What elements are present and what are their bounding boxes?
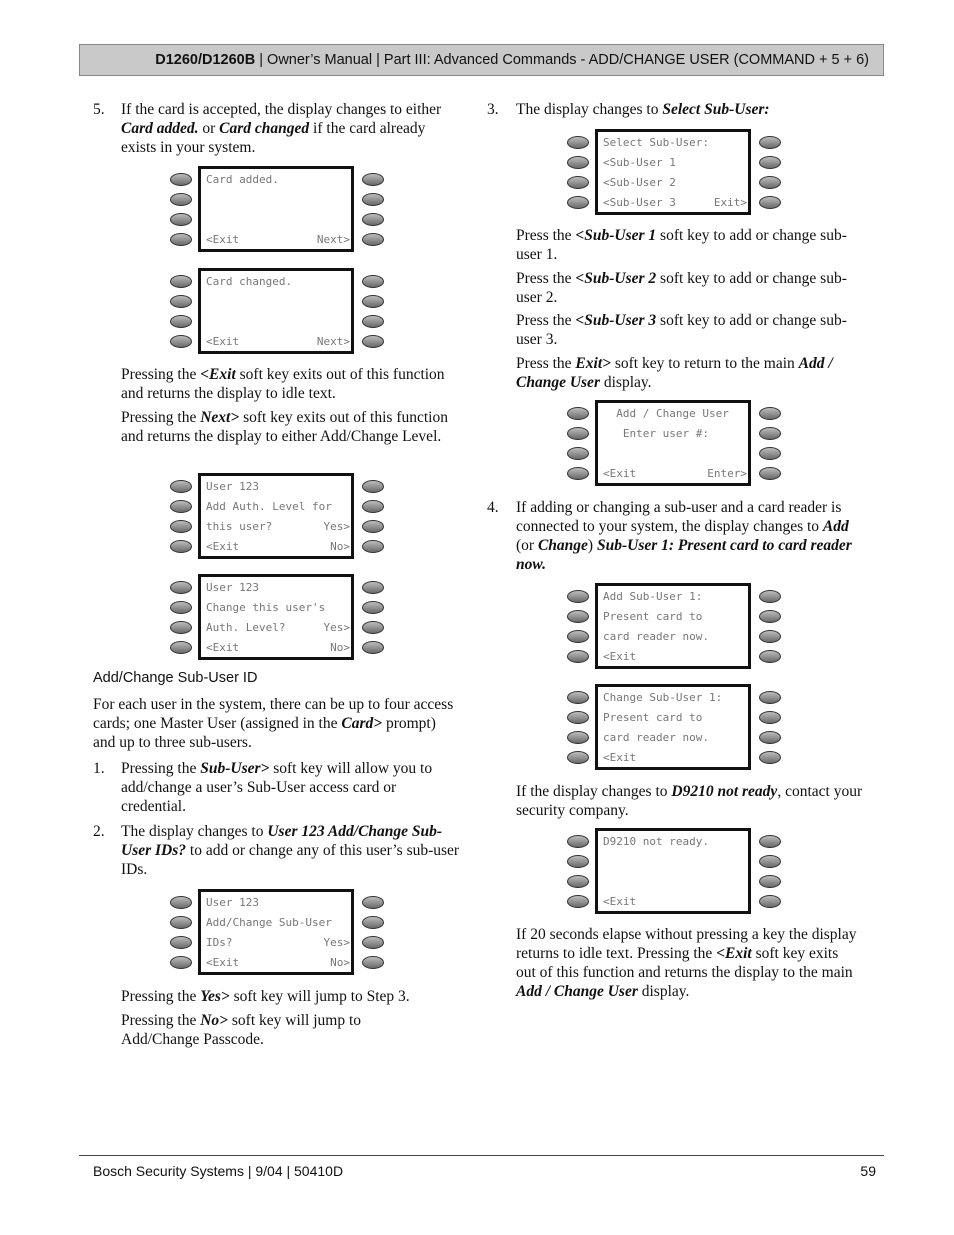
lcd-line — [603, 873, 747, 891]
soft-key-button — [170, 641, 192, 654]
soft-key-button — [567, 590, 589, 603]
soft-key-button — [567, 650, 589, 663]
lcd-line — [603, 628, 747, 646]
soft-key-button — [759, 650, 781, 663]
lcd-text-left: Card added. — [206, 173, 279, 186]
lcd-text-left: card reader now. — [603, 630, 709, 643]
soft-key-button — [567, 711, 589, 724]
lcd-text-left: <Exit — [206, 335, 240, 348]
keypad-display — [168, 166, 388, 256]
header-model: D1260/D1260B — [155, 52, 256, 68]
soft-key-button — [170, 275, 192, 288]
soft-key-button — [759, 691, 781, 704]
keypad-display — [565, 583, 785, 673]
exit-main-note: Press the Exit> soft key to return to the main Add / Change User display. — [516, 355, 833, 391]
step-number: 2. — [93, 823, 105, 840]
soft-key-button — [759, 447, 781, 460]
soft-key-button — [170, 315, 192, 328]
soft-key-button — [567, 610, 589, 623]
soft-key-button — [567, 731, 589, 744]
soft-key-button — [567, 751, 589, 764]
keypad-display — [168, 473, 388, 563]
lcd-text-left: <Sub-User 3 — [603, 196, 676, 209]
lcd-text-left: User 123 — [206, 581, 259, 594]
running-header — [79, 44, 884, 76]
lcd-line — [206, 934, 350, 952]
soft-key-button — [170, 520, 192, 533]
soft-key-button — [170, 193, 192, 206]
soft-key-button — [170, 621, 192, 634]
lcd-text-left: D9210 not ready. — [603, 835, 709, 848]
idle-note: If 20 seconds elapse without pressing a key the display returns to idle text. Pressing the <Exit soft key exits out of this function and returns the display to the main Add / Change User display. — [516, 926, 857, 1000]
lcd-line — [206, 293, 350, 311]
lcd-text-right: No> — [330, 641, 350, 654]
lcd-text-left: IDs? — [206, 936, 233, 949]
soft-key-button — [170, 916, 192, 929]
soft-key-button — [759, 731, 781, 744]
lcd-text-left: <Exit — [206, 956, 240, 969]
lcd-text-left: <Exit — [603, 895, 637, 908]
lcd-text-left: <Exit — [603, 467, 637, 480]
keypad-display — [565, 129, 785, 219]
lcd-text-left: <Sub-User 2 — [603, 176, 676, 189]
lcd-line — [603, 174, 747, 192]
sub-user-2-note: Press the <Sub-User 2 soft key to add or change sub-user 2. — [516, 270, 847, 306]
keypad-display — [565, 684, 785, 774]
soft-key-button — [170, 213, 192, 226]
lcd-screen — [595, 129, 751, 215]
lcd-line — [206, 954, 350, 972]
soft-key-button — [567, 875, 589, 888]
soft-key-button — [170, 540, 192, 553]
lcd-line — [603, 588, 747, 606]
soft-key-button — [759, 407, 781, 420]
lcd-screen — [595, 684, 751, 770]
soft-key-button — [567, 855, 589, 868]
lcd-text-right: Exit> — [713, 196, 747, 209]
lcd-line — [206, 211, 350, 229]
step-5-text: If the card is accepted, the display changes to either Card added. or Card changed if the card already exists in your system. — [121, 101, 442, 156]
lcd-line — [603, 853, 747, 871]
lcd-line — [206, 231, 350, 249]
lcd-text-left: Change this user's — [206, 601, 326, 614]
lcd-text-left: Add/Change Sub-User — [206, 916, 332, 929]
lcd-text-right: Enter> — [707, 467, 747, 480]
soft-key-button — [362, 233, 384, 246]
lcd-line — [603, 194, 747, 212]
soft-key-button — [362, 896, 384, 909]
lcd-screen — [198, 889, 354, 975]
soft-key-button — [759, 196, 781, 209]
soft-key-button — [362, 315, 384, 328]
soft-key-button — [759, 711, 781, 724]
lcd-line — [603, 648, 747, 666]
lcd-line — [603, 405, 747, 423]
lcd-text-left: <Exit — [603, 751, 637, 764]
soft-key-button — [362, 601, 384, 614]
keypad-display — [565, 828, 785, 918]
soft-key-button — [362, 275, 384, 288]
lcd-line — [603, 833, 747, 851]
section-heading: Add/Change Sub-User ID — [93, 670, 258, 686]
yes-note: Pressing the Yes> soft key will jump to Step 3. — [121, 988, 410, 1005]
lcd-line — [603, 445, 747, 463]
soft-key-button — [759, 610, 781, 623]
soft-key-button — [759, 875, 781, 888]
lcd-text-left: Auth. Level? — [206, 621, 286, 634]
soft-key-button — [567, 895, 589, 908]
soft-key-button — [170, 500, 192, 513]
lcd-text-left: Change Sub-User 1: — [603, 691, 723, 704]
soft-key-button — [759, 895, 781, 908]
lcd-text-right: Yes> — [323, 936, 350, 949]
lcd-text-right: No> — [330, 540, 350, 553]
lcd-text-left: card reader now. — [603, 731, 709, 744]
soft-key-button — [362, 641, 384, 654]
step-number: 3. — [487, 101, 499, 118]
next-note: Pressing the Next> soft key exits out of this function and returns the display to either Add/Change Level. — [121, 409, 448, 445]
soft-key-button — [362, 213, 384, 226]
lcd-line — [603, 709, 747, 727]
soft-key-button — [567, 176, 589, 189]
soft-key-button — [170, 896, 192, 909]
lcd-text-right: No> — [330, 956, 350, 969]
soft-key-button — [362, 956, 384, 969]
d9210-note: If the display changes to D9210 not ready, contact your security company. — [516, 783, 863, 819]
soft-key-button — [362, 581, 384, 594]
soft-key-button — [567, 691, 589, 704]
lcd-text-left: <Sub-User 1 — [603, 156, 676, 169]
footer-text: Bosch Security Systems | 9/04 | 50410D — [93, 1163, 344, 1179]
lcd-line — [603, 893, 747, 911]
soft-key-button — [567, 196, 589, 209]
lcd-line — [206, 273, 350, 291]
exit-note: Pressing the <Exit soft key exits out of this function and returns the display to idle text. — [121, 366, 445, 402]
soft-key-button — [759, 467, 781, 480]
soft-key-button — [170, 173, 192, 186]
step-number: 4. — [487, 499, 499, 516]
step-number: 5. — [93, 101, 105, 118]
keypad-display — [168, 889, 388, 979]
soft-key-button — [170, 335, 192, 348]
soft-key-button — [362, 335, 384, 348]
soft-key-button — [170, 581, 192, 594]
step-number: 1. — [93, 760, 105, 777]
soft-key-button — [759, 427, 781, 440]
sub-user-intro: For each user in the system, there can be up to four access cards; one Master User (assigned in the Card> prompt) and up to three sub-users. — [93, 696, 454, 751]
lcd-text-left: <Exit — [206, 641, 240, 654]
soft-key-button — [362, 500, 384, 513]
soft-key-button — [170, 956, 192, 969]
lcd-line — [206, 619, 350, 637]
sub-user-3-note: Press the <Sub-User 3 soft key to add or change sub-user 3. — [516, 312, 847, 348]
soft-key-button — [567, 835, 589, 848]
lcd-text-right: Yes> — [323, 520, 350, 533]
lcd-line — [206, 914, 350, 932]
header-text: | Owner’s Manual | Part III: Advanced Commands - ADD/CHANGE USER (COMMAND + 5 + 6) — [255, 52, 869, 68]
lcd-text-right: Yes> — [323, 621, 350, 634]
lcd-text-left: <Exit — [603, 650, 637, 663]
lcd-text-left: Add Sub-User 1: — [603, 590, 703, 603]
lcd-line — [206, 599, 350, 617]
soft-key-button — [759, 630, 781, 643]
soft-key-button — [362, 173, 384, 186]
lcd-screen — [198, 268, 354, 354]
lcd-line — [206, 191, 350, 209]
soft-key-button — [362, 295, 384, 308]
page-number: 59 — [860, 1163, 876, 1179]
soft-key-button — [759, 835, 781, 848]
step-4-text: If adding or changing a sub-user and a card reader is connected to your system, the display changes to Add (or Change) Sub-User 1: Present card to card reader now. — [516, 499, 852, 573]
keypad-display — [168, 574, 388, 664]
soft-key-button — [759, 855, 781, 868]
lcd-line — [206, 639, 350, 657]
lcd-line — [603, 608, 747, 626]
step-3-text: The display changes to Select Sub-User: — [516, 101, 770, 118]
soft-key-button — [759, 156, 781, 169]
lcd-text-left: Add Auth. Level for — [206, 500, 332, 513]
lcd-screen — [198, 574, 354, 660]
soft-key-button — [170, 936, 192, 949]
lcd-text-left: <Exit — [206, 233, 240, 246]
soft-key-button — [170, 601, 192, 614]
no-note: Pressing the No> soft key will jump to Add/Change Passcode. — [121, 1012, 362, 1048]
soft-key-button — [362, 916, 384, 929]
lcd-text-left: Enter user #: — [603, 427, 709, 440]
lcd-line — [206, 518, 350, 536]
lcd-line — [206, 171, 350, 189]
soft-key-button — [170, 480, 192, 493]
lcd-line — [603, 729, 747, 747]
lcd-line — [206, 579, 350, 597]
lcd-text-left: this user? — [206, 520, 273, 533]
soft-key-button — [759, 136, 781, 149]
lcd-line — [206, 894, 350, 912]
soft-key-button — [362, 540, 384, 553]
lcd-line — [603, 465, 747, 483]
lcd-text-left: <Exit — [206, 540, 240, 553]
soft-key-button — [567, 630, 589, 643]
lcd-screen — [198, 473, 354, 559]
soft-key-button — [362, 520, 384, 533]
lcd-text-right: Next> — [316, 233, 350, 246]
lcd-line — [603, 749, 747, 767]
soft-key-button — [170, 233, 192, 246]
soft-key-button — [362, 621, 384, 634]
soft-key-button — [362, 480, 384, 493]
lcd-line — [603, 689, 747, 707]
soft-key-button — [567, 467, 589, 480]
soft-key-button — [759, 590, 781, 603]
soft-key-button — [567, 427, 589, 440]
lcd-line — [206, 313, 350, 331]
footer-rule — [79, 1155, 884, 1156]
soft-key-button — [567, 447, 589, 460]
lcd-line — [206, 538, 350, 556]
lcd-text-left: Select Sub-User: — [603, 136, 709, 149]
sub-user-1-note: Press the <Sub-User 1 soft key to add or change sub-user 1. — [516, 227, 847, 263]
lcd-screen — [198, 166, 354, 252]
soft-key-button — [170, 295, 192, 308]
lcd-screen — [595, 400, 751, 486]
lcd-text-left: User 123 — [206, 480, 259, 493]
lcd-screen — [595, 828, 751, 914]
lcd-line — [206, 478, 350, 496]
lcd-line — [603, 154, 747, 172]
lcd-text-left: Card changed. — [206, 275, 293, 288]
lcd-text-left: Present card to — [603, 610, 703, 623]
soft-key-button — [362, 936, 384, 949]
step-1-text: Pressing the Sub-User> soft key will allow you to add/change a user’s Sub-User access card or credential. — [121, 760, 433, 815]
keypad-display — [168, 268, 388, 358]
soft-key-button — [759, 751, 781, 764]
keypad-display — [565, 400, 785, 490]
lcd-text-left: User 123 — [206, 896, 259, 909]
lcd-line — [603, 134, 747, 152]
lcd-line — [603, 425, 747, 443]
soft-key-button — [567, 136, 589, 149]
lcd-screen — [595, 583, 751, 669]
lcd-line — [206, 498, 350, 516]
soft-key-button — [362, 193, 384, 206]
soft-key-button — [567, 407, 589, 420]
step-2-text: The display changes to User 123 Add/Change Sub-User IDs? to add or change any of this user’s sub-user IDs. — [121, 823, 460, 878]
lcd-text-left: Present card to — [603, 711, 703, 724]
soft-key-button — [567, 156, 589, 169]
lcd-line — [206, 333, 350, 351]
lcd-text-right: Next> — [316, 335, 350, 348]
soft-key-button — [759, 176, 781, 189]
lcd-text-left: Add / Change User — [603, 407, 729, 420]
